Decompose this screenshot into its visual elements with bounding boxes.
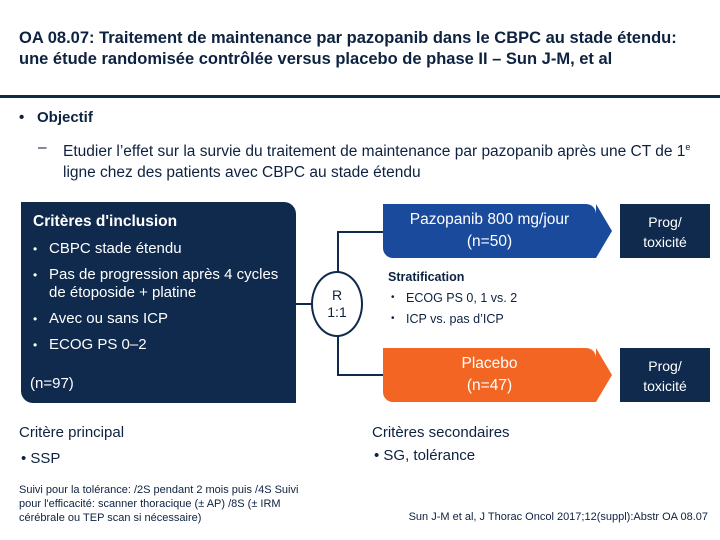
inclusion-criteria-box [21,202,296,403]
objective-bullet: • [19,109,25,126]
slide-title: OA 08.07: Traitement de maintenance par pazopanib dans le CBPC au stade étendu: une étude randomisée contrôlée versus placebo de phase II – Sun J-M, et al [19,29,677,68]
inclusion-item: • ECOG PS 0–2 [31,336,291,354]
randomization-label: R [331,287,343,303]
pazopanib-dose: Pazopanib 800 mg/jour [409,211,570,228]
placebo-arrow-tip [596,348,612,402]
objective-heading [19,109,93,126]
objective-dash: – [38,139,47,156]
objective-body [63,137,708,183]
stratification-list [388,290,618,327]
inclusion-item: • CBPC stade étendu [31,240,291,258]
primary-endpoint-item: • SSP [21,450,61,467]
connector-vertical [337,231,339,272]
pazopanib-n: (n=50) [466,233,513,250]
reference: Sun J-M et al, J Thorac Oncol 2017;12(suppl):Abstr OA 08.07 [408,511,708,523]
inclusion-title: Critères d'inclusion [33,213,178,230]
stratification-title: Stratification [388,270,465,284]
outcome-box-bottom [620,348,710,402]
secondary-endpoints-title: Critères secondaires [372,424,510,441]
connector-vertical [337,336,339,376]
placebo-arm [383,348,596,402]
stratification [388,270,618,332]
objective-text-part2: ligne chez des patients avec CBPC au stade étendu [63,164,421,181]
objective-heading-label: Objectif [37,109,93,126]
primary-endpoint-title: Critère principal [19,424,125,441]
title-divider [0,95,720,98]
connector-bottom-branch [337,374,385,376]
pazopanib-arm [383,204,596,258]
objective-text [38,137,708,183]
placebo-n: (n=47) [466,377,513,394]
randomization-node [311,271,363,337]
stratification-item: • ECOG PS 0, 1 vs. 2 [388,290,618,306]
pazopanib-arrow-tip [596,204,612,258]
stratification-item: • ICP vs. pas d’ICP [388,311,618,327]
outcome-line2: toxicité [643,234,687,250]
outcome-line1: Prog/ [648,358,682,374]
outcome-line2: toxicité [643,378,687,394]
outcome-box-top [620,204,710,258]
connector-horizontal-in [296,303,312,305]
objective-text-part1: Etudier l’effet sur la survie du traitement de maintenance par pazopanib après une CT de 1 [63,143,686,160]
randomization-ratio: 1:1 [327,304,347,320]
inclusion-item: • Pas de progression après 4 cycles de étoposide + platine [31,266,291,302]
outcome-line1: Prog/ [648,214,682,230]
inclusion-item: • Avec ou sans ICP [31,310,291,328]
secondary-endpoints-item: • SG, tolérance [374,447,476,464]
footnote: Suivi pour la tolérance: /2S pendant 2 mois puis /4S Suivi pour l'efficacité: scanner thoracique (± AP) /8S (± IRM cérébrale ou TEP scan si nécessaire) [19,484,299,524]
placebo-label: Placebo [461,355,518,372]
inclusion-list [31,240,291,362]
inclusion-n: (n=97) [30,375,74,392]
connector-top-branch [337,231,385,233]
objective-text-sup: e [685,142,691,152]
